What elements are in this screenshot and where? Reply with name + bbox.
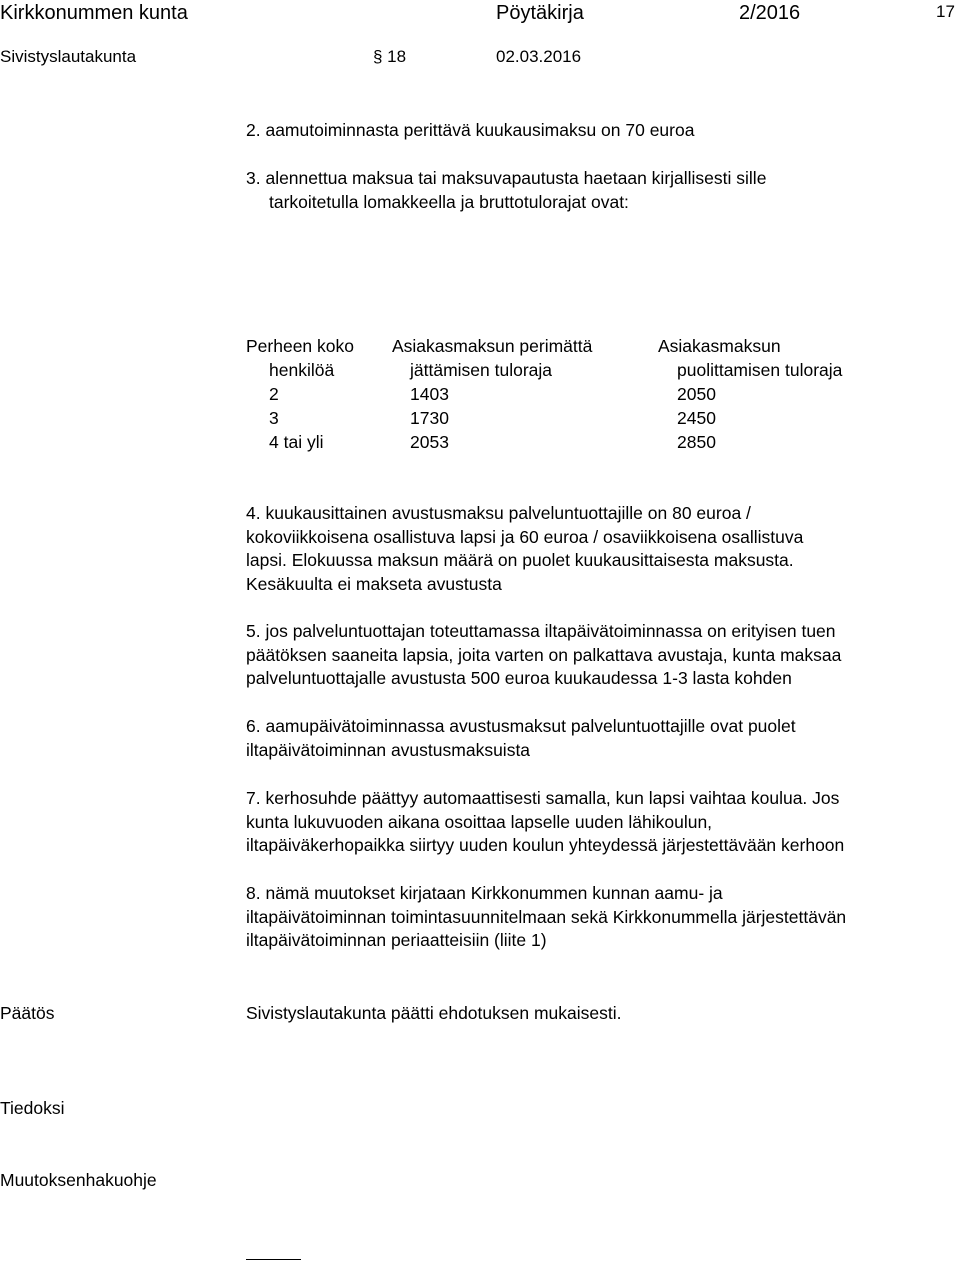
item-4-line: lapsi. Elokuussa maksun määrä on puolet kuukausittaisesta maksusta. <box>246 550 794 571</box>
table-cell-size: 2 <box>269 384 279 404</box>
item-3-line-1: 3. alennettua maksua tai maksuvapautusta haetaan kirjallisesti sille <box>246 168 767 188</box>
decision-label: Päätös <box>0 1003 55 1023</box>
item-5-line: palveluntuottajalle avustusta 500 euroa kuukaudessa 1-3 lasta kohden <box>246 668 792 689</box>
committee-name: Sivistyslautakunta <box>0 47 137 66</box>
table-header-exempt-line-1: Asiakasmaksun perimättä <box>392 336 593 356</box>
appeal-label: Muutoksenhakuohje <box>0 1170 157 1190</box>
item-4-line: Kesäkuulta ei makseta avustusta <box>246 573 502 594</box>
item-3-line-2: tarkoitetulla lomakkeella ja bruttotulorajat ovat: <box>269 192 629 212</box>
item-5-line: 5. jos palveluntuottajan toteuttamassa iltapäivätoiminnassa on erityisen tuen <box>246 621 836 641</box>
item-7-line: kunta lukuvuoden aikana osoittaa lapselle uuden lähikoulun, <box>246 811 713 832</box>
item-5-line: päätöksen saaneita lapsia, joita varten on palkattava avustaja, kunta maksaa <box>246 644 842 665</box>
signature-rule <box>246 1259 301 1260</box>
table-cell-exempt: 2053 <box>410 432 449 452</box>
item-8 <box>246 882 846 953</box>
item-6 <box>246 715 796 762</box>
table-cell-exempt: 1730 <box>410 408 449 428</box>
item-8-line: iltapäivätoiminnan toimintasuunnitelmaan sekä Kirkkonummella järjestettävän <box>246 906 847 927</box>
item-4-line: kokoviikkoisena osallistuva lapsi ja 60 euroa / osaviikkoisena osallistuva <box>246 526 804 547</box>
meeting-date: 02.03.2016 <box>496 47 582 66</box>
section-number: § 18 <box>373 47 407 66</box>
table-header-half-line-1: Asiakasmaksun <box>658 336 781 356</box>
item-8-line: iltapäivätoiminnan periaatteisiin (liite 1) <box>246 930 547 951</box>
item-5 <box>246 620 841 691</box>
item-6-line: 6. aamupäivätoiminnassa avustusmaksut palveluntuottajille ovat puolet <box>246 716 796 736</box>
table-cell-half: 2450 <box>677 408 716 428</box>
item-2: 2. aamutoiminnasta perittävä kuukausimaksu on 70 euroa <box>246 120 695 140</box>
item-7-line: 7. kerhosuhde päättyy automaattisesti samalla, kun lapsi vaihtaa koulua. Jos <box>246 788 840 808</box>
item-8-line: 8. nämä muutokset kirjataan Kirkkonummen kunnan aamu- ja <box>246 883 723 903</box>
document-type: Pöytäkirja <box>496 2 584 24</box>
notice-label: Tiedoksi <box>0 1098 65 1118</box>
decision-text: Sivistyslautakunta päätti ehdotuksen mukaisesti. <box>246 1003 622 1023</box>
table-header-family-size: Perheen koko <box>246 336 354 356</box>
item-6-line: iltapäivätoiminnan avustusmaksuista <box>246 739 531 760</box>
organization-name: Kirkkonummen kunta <box>0 2 188 24</box>
table-cell-size: 4 tai yli <box>269 432 324 452</box>
table-header-exempt-line-2: jättämisen tuloraja <box>410 360 553 380</box>
table-cell-half: 2850 <box>677 432 716 452</box>
table-cell-exempt: 1403 <box>410 384 449 404</box>
item-4 <box>246 502 803 596</box>
table-header-half-line-2: puolittamisen tuloraja <box>677 360 843 380</box>
item-7-line: iltapäiväkerhopaikka siirtyy uuden koulun yhteydessä järjestettävään kerhoon <box>246 835 845 856</box>
page-number: 17 <box>936 2 955 21</box>
table-cell-half: 2050 <box>677 384 716 404</box>
item-7 <box>246 787 844 858</box>
item-4-line: 4. kuukausittainen avustusmaksu palveluntuottajille on 80 euroa / <box>246 503 751 523</box>
document-number: 2/2016 <box>739 2 801 24</box>
table-cell-size: 3 <box>269 408 279 428</box>
table-header-persons: henkilöä <box>269 360 335 380</box>
